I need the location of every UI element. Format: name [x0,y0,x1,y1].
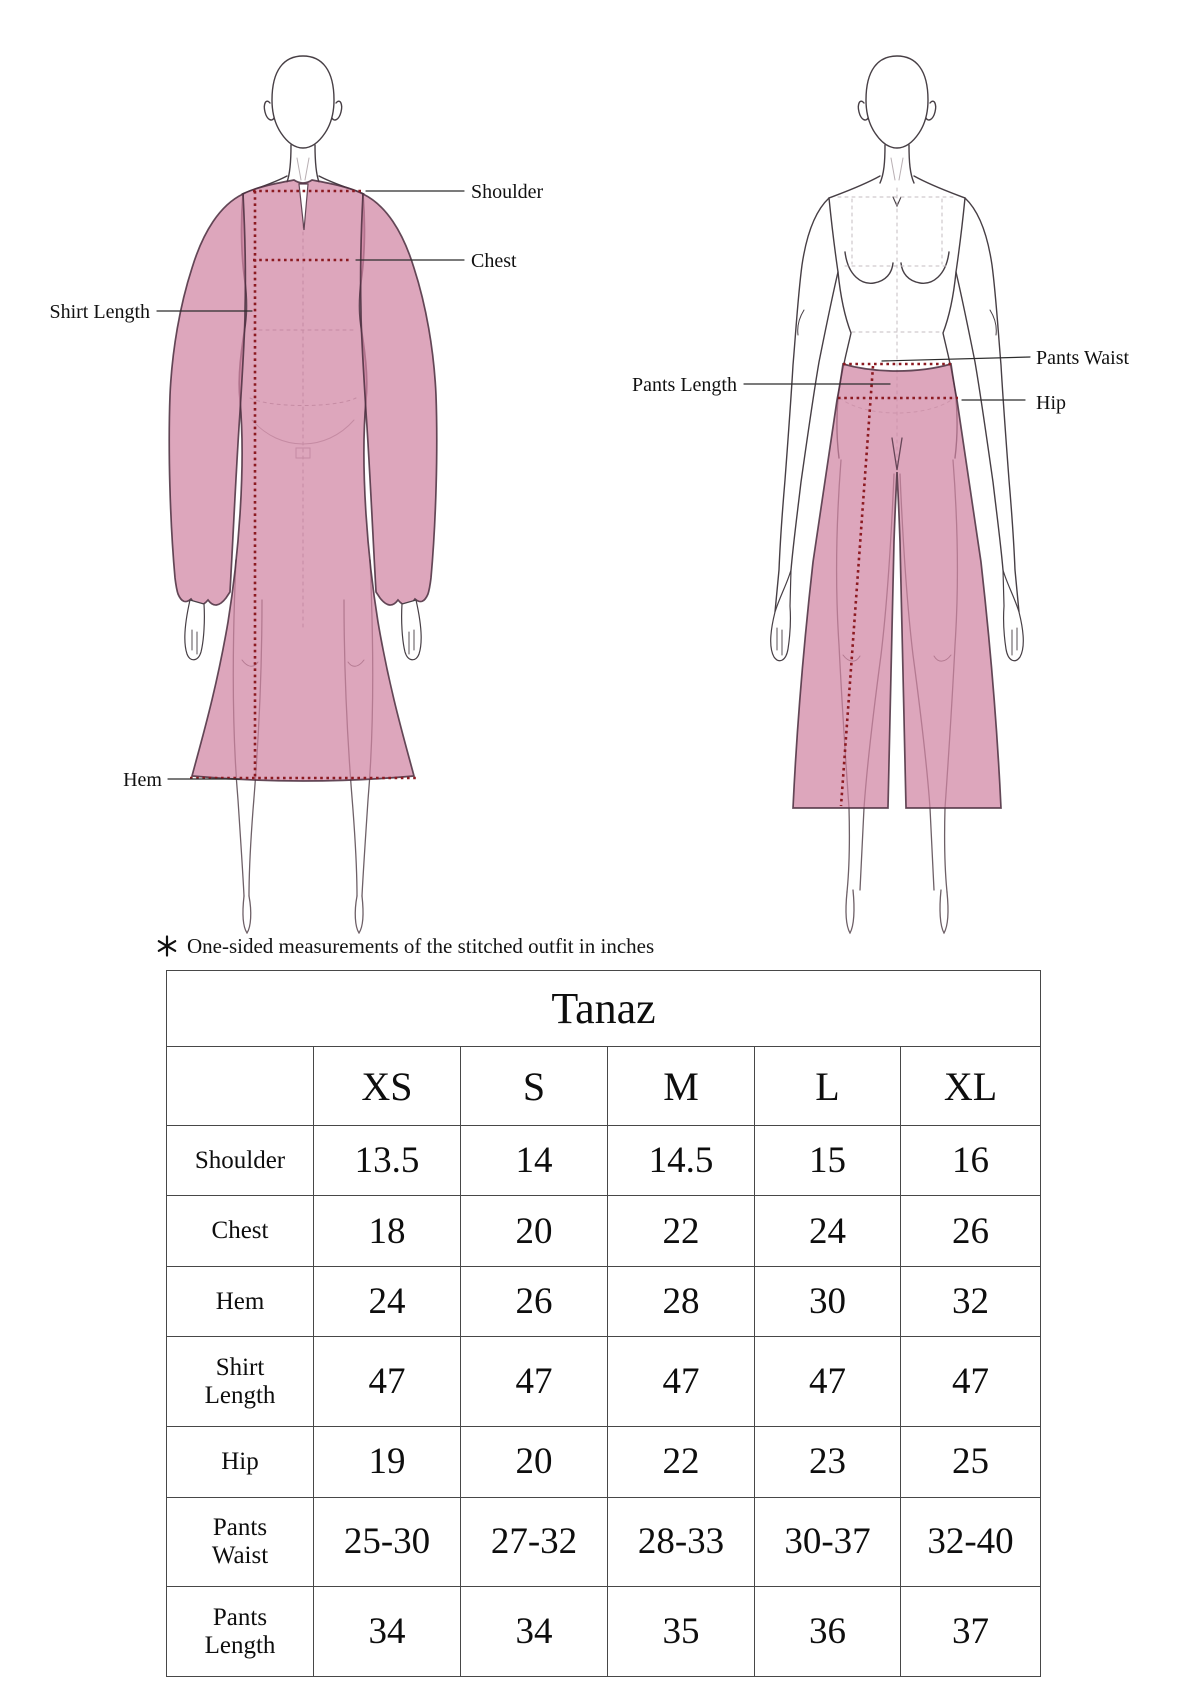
size-header-m: M [608,1047,755,1126]
row-label: Pants Length [204,1604,276,1659]
shirt-length-label: Shirt Length [49,301,150,323]
chest-label: Chest [471,250,517,272]
cell-value: 18 [314,1196,461,1266]
row-label: Chest [211,1217,269,1245]
hip-label: Hip [1036,392,1066,414]
shoulder-label: Shoulder [471,181,544,203]
cell-value: 47 [314,1337,461,1427]
cell-value: 14 [461,1126,608,1196]
cell-value: 26 [901,1196,1041,1266]
cell-value: 14.5 [608,1126,755,1196]
pants-silhouette [793,364,1001,808]
table-size-header-row [167,1047,1041,1126]
cell-value: 19 [314,1427,461,1497]
cell-value: 47 [755,1337,901,1427]
cell-value: 35 [608,1587,755,1677]
asterisk-icon [156,935,178,957]
measurement-note-text: One-sided measurements of the stitched outfit in inches [187,933,655,958]
cell-value: 28-33 [608,1497,755,1587]
cell-value: 37 [901,1587,1041,1677]
figure-head [272,56,334,148]
dress-right-sleeve [361,194,437,605]
size-header-xs: XS [314,1047,461,1126]
cell-value: 30-37 [755,1497,901,1587]
shirt-figure [157,56,464,933]
size-header-l: L [755,1047,901,1126]
table-title-row [167,971,1041,1047]
cell-value: 26 [461,1266,608,1336]
measurement-note [156,932,654,960]
size-header-s: S [461,1047,608,1126]
cell-value: 23 [755,1427,901,1497]
size-header-xl: XL [901,1047,1041,1126]
cell-value: 32-40 [901,1497,1041,1587]
hem-label: Hem [123,769,162,791]
cell-value: 13.5 [314,1126,461,1196]
row-label: Hip [221,1448,259,1476]
cell-value: 20 [461,1196,608,1266]
pants-waist-label: Pants Waist [1036,347,1130,369]
cell-value: 34 [314,1587,461,1677]
table-row-shirt-length [167,1337,1041,1427]
figure-head [866,56,928,148]
pants-waist-leader-line [882,357,1030,361]
row-label: Hem [215,1287,265,1315]
size-chart-table [166,970,1041,1677]
pants-figure [744,56,1030,933]
cell-value: 27-32 [461,1497,608,1587]
cell-value: 28 [608,1266,755,1336]
table-row-hem [167,1266,1041,1336]
cell-value: 24 [314,1266,461,1336]
table-row-pants-length [167,1587,1041,1677]
cell-value: 47 [901,1337,1041,1427]
corner-cell [167,1047,314,1126]
cell-value: 36 [755,1587,901,1677]
cell-value: 22 [608,1196,755,1266]
dress-left-sleeve [169,194,245,605]
cell-value: 20 [461,1427,608,1497]
row-label: Pants Waist [211,1514,269,1569]
table-row-hip [167,1427,1041,1497]
cell-value: 22 [608,1427,755,1497]
cell-value: 30 [755,1266,901,1336]
row-label: Shoulder [194,1146,286,1174]
cell-value: 47 [461,1337,608,1427]
table-row-chest [167,1196,1041,1266]
cell-value: 16 [901,1126,1041,1196]
cell-value: 24 [755,1196,901,1266]
cell-value: 34 [461,1587,608,1677]
table-title: Tanaz [167,971,1041,1047]
cell-value: 47 [608,1337,755,1427]
cell-value: 25-30 [314,1497,461,1587]
table-row-shoulder [167,1126,1041,1196]
table-row-pants-waist [167,1497,1041,1587]
cell-value: 25 [901,1427,1041,1497]
pants-length-label: Pants Length [632,374,737,396]
cell-value: 15 [755,1126,901,1196]
row-label: Shirt Length [204,1354,276,1409]
cell-value: 32 [901,1266,1041,1336]
